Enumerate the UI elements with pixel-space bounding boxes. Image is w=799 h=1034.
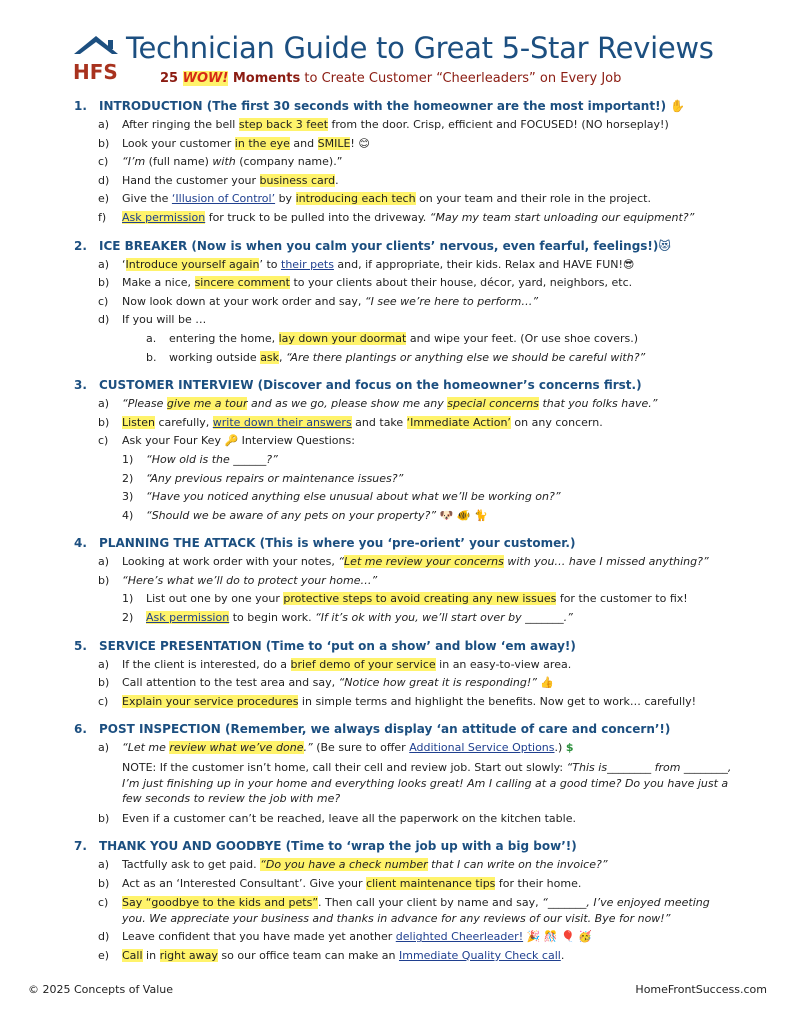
list-item: 1) “How old is the ______?”: [122, 452, 278, 466]
key-icon: 🔑: [224, 434, 239, 448]
section-ice-breaker: [74, 237, 734, 368]
list-item: 1) List out one by one your protective steps to avoid creating any new issues for the customer to fix!: [122, 592, 688, 606]
list-item: e) Call in right away so our office team can make an Immediate Quality Check call.: [98, 948, 565, 962]
additional-service-options-link[interactable]: Additional Service Options: [409, 741, 555, 755]
sunglasses-icon: 😎: [622, 257, 635, 271]
list-item: b) “Here’s what we’ll do to protect your home…”: [98, 573, 378, 587]
section-planning-attack: [74, 534, 734, 627]
list-item: a) ‘Introduce yourself again’ to their pets and, if appropriate, their kids. Relax and HAVE FUN!😎: [98, 257, 635, 271]
section-thank-you: [74, 837, 734, 965]
note-text: NOTE: If the customer isn’t home, call their cell and review job. Start out slowly: “This is________ from ________, I’m just finishing up in your home and everything looks great! Am I calling at a good time? Do you have just a few seconds to review the job with me?: [122, 761, 732, 806]
list-item: d) Leave confident that you have made yet another delighted Cheerleader! 🎉 🎊 🎈 🥳: [98, 930, 592, 944]
list-item: b) Look your customer in the eye and SMILE! 😊: [98, 136, 370, 150]
smile-icon: 😊: [358, 136, 370, 150]
list-item: c) “I’m (full name) with (company name).”: [98, 155, 343, 169]
delighted-cheerleader-link[interactable]: delighted Cheerleader!: [395, 930, 524, 944]
list-item: a. entering the home, lay down your doormat and wipe your feet. (Or use shoe covers.): [146, 331, 639, 345]
section-heading: 2. ICE BREAKER (Now is when you calm your clients’ nervous, even fearful, feelings!)😻: [74, 238, 671, 253]
list-item: a) After ringing the bell step back 3 feet from the door. Crisp, efficient and FOCUSED! (NO horseplay!): [98, 118, 669, 131]
list-item: a) If the client is interested, do a brief demo of your service in an easy-to-view area.: [98, 657, 572, 671]
section-customer-interview: [74, 376, 734, 525]
section-heading: 5. SERVICE PRESENTATION (Time to ‘put on a show’ and blow ‘em away!): [74, 638, 576, 653]
list-item: e) Give the ‘Illusion of Control’ by introducing each tech on your team and their role in the project.: [98, 192, 651, 206]
list-item: 2) Ask permission to begin work. “If it’s ok with you, we’ll start over by _______.”: [122, 611, 573, 625]
list-item: c) Explain your service procedures in simple terms and highlight the benefits. Now get to work… carefully!: [98, 694, 697, 708]
their-pets-link[interactable]: their pets: [281, 257, 334, 271]
section-heading: 6. POST INSPECTION (Remember, we always display ‘an attitude of care and concern’!): [74, 722, 671, 737]
party-icons: 🎉 🎊 🎈 🥳: [523, 930, 592, 944]
illusion-of-control-link[interactable]: ‘Illusion of Control’: [171, 192, 276, 206]
list-item: a) Tactfully ask to get paid. “Do you have a check number that I can write on the invoice?”: [98, 858, 608, 872]
list-item: b) Even if a customer can’t be reached, leave all the paperwork on the kitchen table.: [98, 811, 576, 825]
section-heading: 1. INTRODUCTION (The first 30 seconds with the homeowner are the most important!) ✋: [74, 99, 686, 113]
page-subtitle: 25 WOW! Moments to Create Customer “Cheerleaders” on Every Job: [160, 71, 622, 86]
list-item: a) Looking at work order with your notes, “Let me review your concerns with you… have I missed anything?”: [98, 555, 709, 569]
list-item: d) Hand the customer your business card.: [98, 173, 339, 187]
footer-copyright: © 2025 Concepts of Value: [28, 983, 174, 996]
list-item: f) Ask permission for truck to be pulled into the driveway. “May my team start unloading our equipment?”: [98, 210, 695, 224]
ask-permission-link[interactable]: Ask permission: [122, 210, 206, 224]
logo-text: HFS: [73, 60, 118, 82]
dollar-icon: $: [565, 741, 574, 755]
section-post-inspection: [74, 720, 734, 828]
list-item: b) Call attention to the test area and say, “Notice how great it is responding!” 👍: [98, 676, 555, 690]
write-down-answers-link[interactable]: write down their answers: [212, 415, 352, 429]
list-item: d) If you will be …: [98, 313, 207, 327]
list-item: b) Act as an ‘Interested Consultant’. Give your client maintenance tips for their home.: [98, 876, 582, 890]
list-item: 4) “Should we be aware of any pets on your property?” 🐶 🐠 🐈: [122, 508, 488, 522]
footer-website[interactable]: HomeFrontSuccess.com: [635, 983, 767, 996]
list-item: c) Now look down at your work order and say, “I see we’re here to perform…”: [98, 294, 539, 308]
hfs-logo: [72, 34, 128, 82]
pets-icon: 🐶 🐠 🐈: [436, 508, 488, 522]
section-heading: 4. PLANNING THE ATTACK (This is where you ‘pre-orient’ your customer.): [74, 536, 576, 551]
section-heading: 3. CUSTOMER INTERVIEW (Discover and focus on the homeowner’s concerns first.): [74, 378, 642, 393]
list-item: b) Listen carefully, write down their answers and take ‘Immediate Action’ on any concern.: [98, 415, 603, 429]
thumbs-up-icon: 👍: [536, 676, 555, 690]
ask-permission-link[interactable]: Ask permission: [146, 611, 230, 625]
page-title: Technician Guide to Great 5-Star Reviews: [126, 31, 714, 65]
list-item: a) “Let me review what we’ve done.” (Be sure to offer Additional Service Options.) $: [98, 741, 574, 755]
immediate-quality-check-link[interactable]: Immediate Quality Check call: [398, 948, 561, 962]
list-item: b) Make a nice, sincere comment to your clients about their house, décor, yard, neighbors, etc.: [98, 276, 633, 290]
list-item: a) “Please give me a tour and as we go, please show me any special concerns that you folks have.”: [98, 397, 658, 411]
section-introduction: [74, 97, 734, 228]
wow-badge: WOW!: [182, 71, 229, 86]
list-item: 3) “Have you noticed anything else unusual about what we’ll be working on?”: [122, 490, 561, 504]
guide-body: [74, 97, 734, 966]
list-item: b. working outside ask, “Are there plantings or anything else we should be careful with?”: [146, 350, 646, 364]
list-item: 2) “Any previous repairs or maintenance issues?”: [122, 471, 404, 485]
list-item: c) Ask your Four Key 🔑 Interview Questions:: [98, 434, 355, 448]
section-heading: 7. THANK YOU AND GOODBYE (Time to ‘wrap the job up with a big bow’!): [74, 839, 577, 854]
list-item: c) Say “goodbye to the kids and pets”. Then call your client by name and say, “_______, I’ve enjoyed meeting you. We appreciate your business and thanks in advance for any reviews of our visit. Bye for now!”: [98, 896, 710, 925]
section-service-presentation: [74, 637, 734, 712]
